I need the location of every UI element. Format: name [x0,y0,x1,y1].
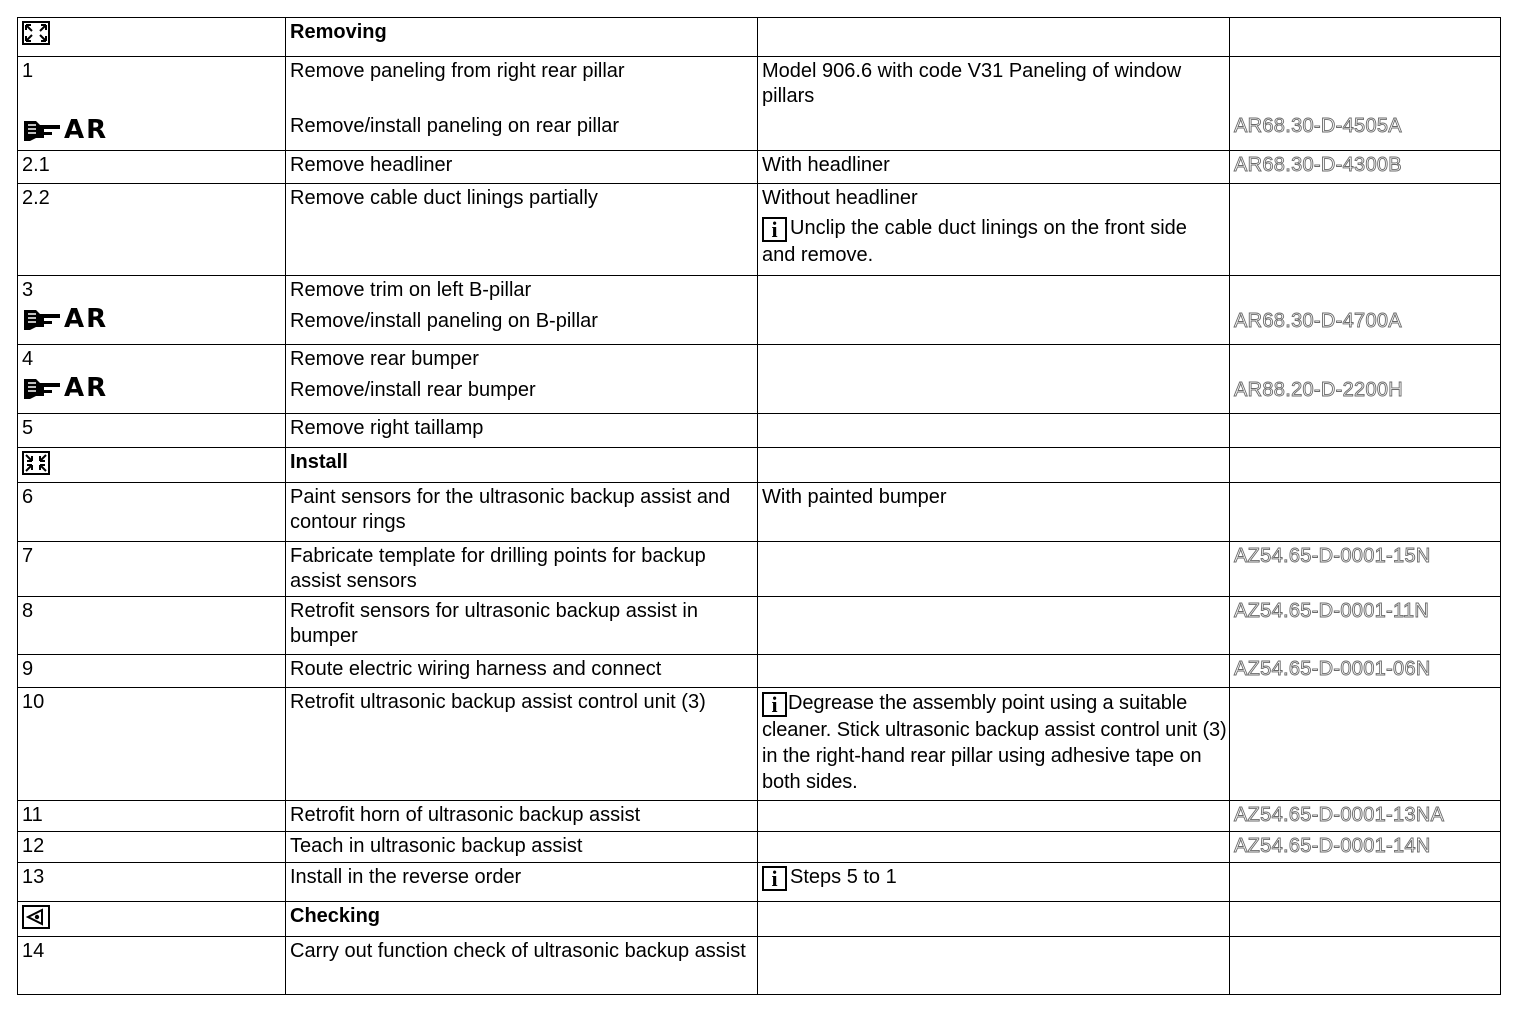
reference-link[interactable]: AR68.30-D-4700A [1234,310,1402,332]
info-icon: i [762,866,787,891]
step-number: 3 [22,279,34,301]
step-number: 5 [18,414,286,448]
step-action: Remove paneling from right rear pillar [290,60,625,82]
table-row [18,937,1501,995]
removing-section-icon [22,21,50,45]
install-section-icon [22,451,50,475]
step-number: 11 [18,801,286,832]
step-note: With headliner [758,151,1230,184]
step-number: 2.2 [18,184,286,276]
pointing-hand-icon [22,375,62,401]
table-row [18,276,1501,345]
step-number: 8 [18,597,286,655]
info-icon: i [762,217,787,242]
step-note: Model 906.6 with code V31 Paneling of window pillars [758,57,1230,151]
table-row [18,414,1501,448]
step-number: 12 [18,832,286,863]
step-sub-action: Remove/install paneling on rear pillar [290,115,620,137]
step-action: Retrofit sensors for ultrasonic backup assist in bumper [286,597,758,655]
procedure-table [17,17,1501,995]
step-action: Fabricate template for drilling points for backup assist sensors [286,542,758,597]
table-row [18,688,1501,801]
step-action: Remove headliner [286,151,758,184]
checking-section-icon [22,905,50,929]
table-row [18,542,1501,597]
step-number: 1 [22,60,34,82]
step-action: Paint sensors for the ultrasonic backup assist and contour rings [286,483,758,542]
step-action: Remove trim on left B-pillar [290,279,532,301]
section-row-checking [18,902,1501,937]
step-action: Remove cable duct linings partially [286,184,758,276]
step-action: Carry out function check of ultrasonic backup assist [286,937,758,995]
step-number: 6 [18,483,286,542]
reference-link[interactable]: AZ54.65-D-0001-11N [1234,600,1430,622]
table-row [18,345,1501,414]
ar-label: AR [64,115,109,145]
table-row [18,863,1501,902]
table-row [18,801,1501,832]
step-action: Retrofit horn of ultrasonic backup assist [286,801,758,832]
reference-link[interactable]: AR68.30-D-4505A [1234,115,1402,137]
step-action: Remove rear bumper [290,348,479,370]
table-row [18,57,1501,151]
step-sub-action: Remove/install rear bumper [290,379,536,401]
step-action: Install in the reverse order [286,863,758,902]
step-action: Retrofit ultrasonic backup assist control unit (3) [286,688,758,801]
step-number: 13 [18,863,286,902]
step-number: 10 [18,688,286,801]
info-text: Unclip the cable duct linings on the front side and remove. [762,217,1187,266]
table-row [18,832,1501,863]
section-title-install: Install [286,448,758,483]
ar-label: AR [64,373,109,403]
step-number: 9 [18,655,286,688]
reference-link[interactable]: AZ54.65-D-0001-06N [1234,658,1431,680]
table-row [18,483,1501,542]
section-row-removing [18,18,1501,57]
info-text: Steps 5 to 1 [790,866,897,888]
ar-label: AR [64,304,109,334]
ar-reference-icon [22,116,108,144]
ar-reference-icon [22,374,108,402]
ar-reference-icon [22,305,108,333]
step-number: 2.1 [18,151,286,184]
table-row [18,151,1501,184]
step-action: Route electric wiring harness and connect [286,655,758,688]
reference-link[interactable]: AR88.20-D-2200H [1234,379,1404,401]
info-text: Degrease the assembly point using a suitable cleaner. Stick ultrasonic backup assist control unit (3) in the right-hand rear pillar using adhesive tape on both sides. [762,692,1227,793]
table-row [18,184,1501,276]
step-note: With painted bumper [758,483,1230,542]
step-action: Remove right taillamp [286,414,758,448]
section-row-install [18,448,1501,483]
step-sub-action: Remove/install paneling on B-pillar [290,310,598,332]
reference-link[interactable]: AR68.30-D-4300B [1234,154,1402,176]
reference-link[interactable]: AZ54.65-D-0001-15N [1234,545,1431,567]
reference-link[interactable]: AZ54.65-D-0001-13NA [1234,804,1445,826]
step-number: 7 [18,542,286,597]
pointing-hand-icon [22,117,62,143]
info-icon: i [762,692,787,717]
table-row [18,597,1501,655]
step-note: Without headliner [762,187,918,209]
step-action: Teach in ultrasonic backup assist [286,832,758,863]
step-number: 4 [22,348,34,370]
step-number: 14 [18,937,286,995]
section-title-checking: Checking [286,902,758,937]
reference-link[interactable]: AZ54.65-D-0001-14N [1234,835,1431,857]
pointing-hand-icon [22,306,62,332]
section-title-removing: Removing [286,18,758,57]
table-row [18,655,1501,688]
